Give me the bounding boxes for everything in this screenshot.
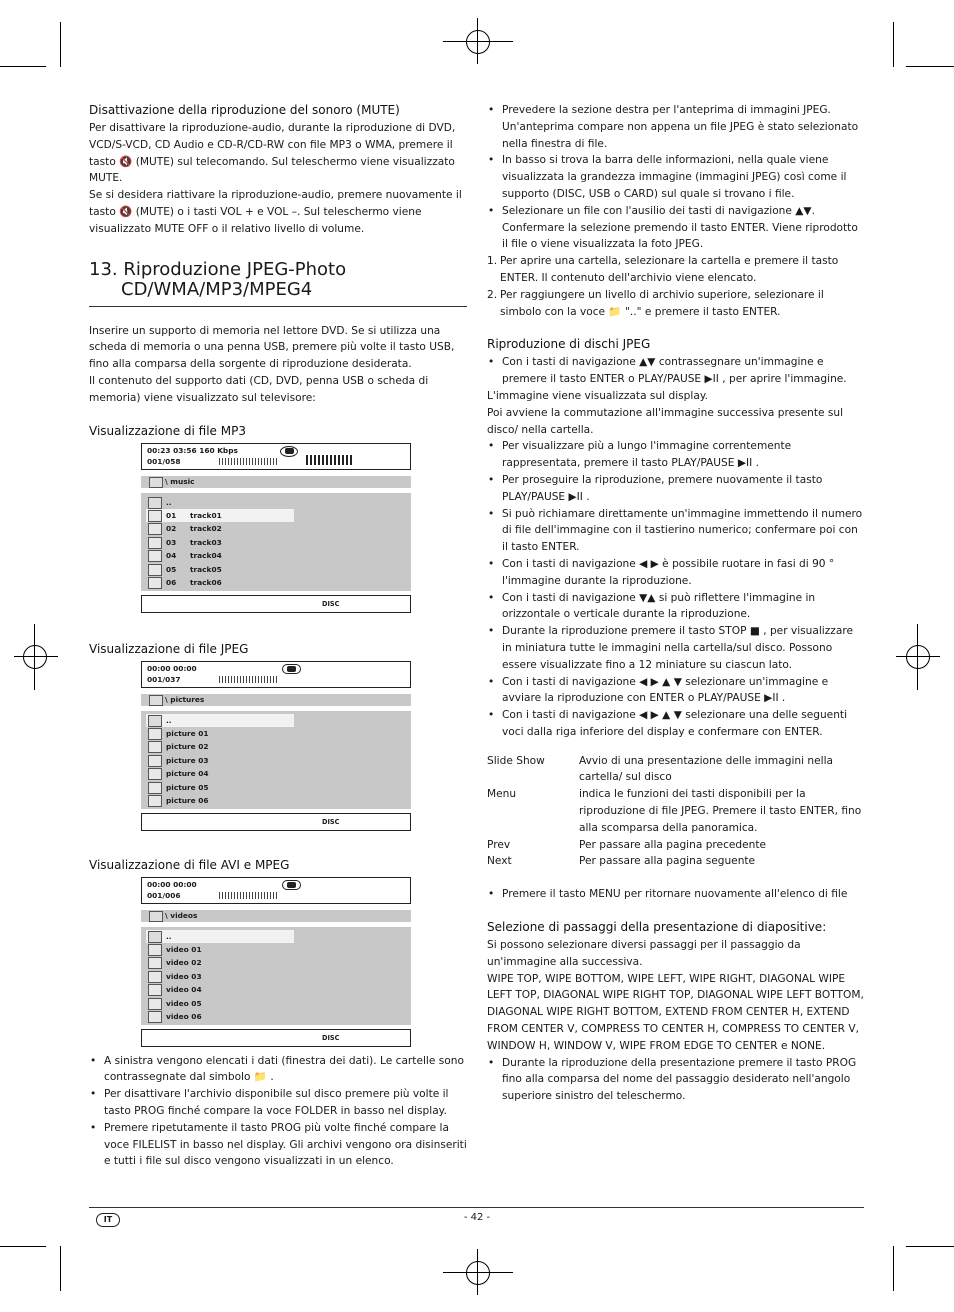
definition-row: Menu indica le funzioni dei tasti disponibili per la riproduzione di file JPEG. Premere il tasto ENTER, fino alla scomparsa della panoramica. bbox=[487, 788, 862, 834]
play-icon bbox=[280, 446, 298, 457]
left-bullet-list bbox=[89, 1053, 467, 1171]
list-item: • Per disattivare l'archivio disponibile sul disco premere più volte il tasto PROG finché compare la voce FOLDER in basso nel display. bbox=[89, 1086, 467, 1120]
mp3-count-line: 001/058 bbox=[147, 456, 181, 466]
list-item[interactable]: picture 03 bbox=[146, 754, 294, 767]
list-item: • Con i tasti di navigazione ▼▲ si può riflettere l'immagine in orizzontale o verticale durante la riproduzione. bbox=[487, 590, 864, 624]
jpeg-time-line: 00:00 00:00 bbox=[147, 663, 197, 673]
registration-mark bbox=[906, 645, 930, 669]
mp3-heading: Visualizzazione di file MP3 bbox=[89, 423, 246, 438]
media-label: DISC bbox=[322, 817, 340, 826]
progress-dots bbox=[219, 892, 279, 899]
slide-paragraph-1: Si possono selezionare diversi passaggi per il passaggio da un'immagine alla successiva. bbox=[487, 939, 801, 968]
crop-mark bbox=[443, 1272, 513, 1273]
crop-mark bbox=[896, 656, 940, 657]
folder-icon bbox=[149, 695, 163, 706]
mp3-file-icon bbox=[148, 523, 162, 535]
list-item: • Con i tasti di navigazione ◀ ▶ è possibile ruotare in fasi di 90 ° l'immagine durante la riproduzione. bbox=[487, 556, 864, 590]
jpeg-paragraph-1: L'immagine viene visualizzata sul display. bbox=[487, 389, 708, 402]
crop-mark bbox=[0, 66, 46, 67]
section-title bbox=[89, 260, 467, 307]
section-title-line-2: CD/WMA/MP3/MPEG4 bbox=[121, 278, 313, 300]
slide-transition-heading: Selezione di passaggi della presentazione di diapositive: bbox=[487, 920, 827, 935]
registration-mark bbox=[23, 645, 47, 669]
list-item[interactable]: 01 track01 bbox=[146, 509, 294, 522]
list-item: • Con i tasti di navigazione ◀ ▶ ▲ ▼ selezionare un'immagine e avviare la riproduzione con ENTER o PLAY/PAUSE ▶II . bbox=[487, 674, 864, 708]
section-title-line-1: 13. Riproduzione JPEG-Photo bbox=[89, 258, 347, 280]
jpeg-info-bar bbox=[141, 813, 411, 831]
mp3-info-bar bbox=[141, 595, 411, 613]
avi-path-bar bbox=[141, 910, 411, 922]
media-label: DISC bbox=[322, 1033, 340, 1042]
mp3-time-line: 00:23 03:56 160 Kbps bbox=[147, 445, 238, 455]
image-file-icon bbox=[148, 768, 162, 780]
slide-paragraph-2: WIPE TOP, WIPE BOTTOM, WIPE LEFT, WIPE RIGHT, DIAGONAL WIPE LEFT TOP, DIAGONAL WIPE RIGHT TOP, DIAGONAL WIPE LEFT BOTTOM, DIAGONAL WIPE RIGHT BOTTOM, EXTEND FROM CENTER H, EXTEND FROM CENTER V, COMPRESS TO CENTER H, COMPRESS TO CENTER V, WINDOW H, WINDOW V, WIPE FROM EDGE TO CENTER e NONE. bbox=[487, 972, 864, 1052]
progress-dots bbox=[219, 458, 279, 465]
mute-paragraph-1: Per disattivare la riproduzione-audio, durante la riproduzione di DVD, VCD/S-VCD, CD Audio e CD-R/CD-RW con file MP3 o WMA, premere il tasto 🔇 (MUTE) sul telecomando. Sul teleschermo viene visualizzato MUTE. bbox=[89, 122, 456, 185]
definition-row: Slide Show Avvio di una presentazione delle immagini nella cartella/ sul disco bbox=[487, 754, 834, 784]
level-meter bbox=[306, 455, 354, 465]
jpeg-path: \ pictures bbox=[165, 694, 205, 704]
mp3-screen bbox=[141, 443, 411, 613]
avi-screen bbox=[141, 877, 411, 1047]
avi-info-bar bbox=[141, 1029, 411, 1047]
crop-mark bbox=[893, 1246, 894, 1291]
list-item[interactable]: video 04 bbox=[146, 983, 294, 996]
image-file-icon bbox=[148, 782, 162, 794]
crop-mark bbox=[893, 22, 894, 67]
folder-icon bbox=[148, 931, 162, 943]
crop-mark bbox=[917, 624, 918, 690]
registration-mark bbox=[466, 1261, 490, 1285]
folder-icon bbox=[149, 477, 163, 488]
avi-file-list bbox=[141, 927, 411, 1025]
list-item[interactable]: 02 track02 bbox=[146, 522, 294, 535]
progress-dots bbox=[219, 676, 279, 683]
mp3-file-list bbox=[141, 493, 411, 591]
mp3-file-icon bbox=[148, 550, 162, 562]
mp3-path: \ music bbox=[165, 476, 195, 486]
list-item: • Per visualizzare più a lungo l'immagine correntemente rappresentata, premere il tasto PLAY/PAUSE ▶II . bbox=[487, 438, 864, 472]
list-item[interactable]: video 03 bbox=[146, 970, 294, 983]
crop-mark bbox=[14, 656, 58, 657]
disc-icon bbox=[282, 664, 301, 674]
video-file-icon bbox=[148, 1011, 162, 1023]
list-item[interactable]: .. bbox=[146, 714, 294, 727]
intro-paragraph-1: Inserire un supporto di memoria nel lettore DVD. Se si utilizza una scheda di memoria o una penna USB, premere più volte il tasto USB, fino alla comparsa della sorgente di riproduzione desiderata. bbox=[89, 324, 455, 371]
image-file-icon bbox=[148, 795, 162, 807]
jpeg-file-list bbox=[141, 711, 411, 809]
mp3-file-icon bbox=[148, 510, 162, 522]
crop-mark bbox=[60, 1246, 61, 1291]
list-item: • Selezionare un file con l'ausilio dei tasti di navigazione ▲▼. Confermare la selezione premendo il tasto ENTER. Viene riprodotto il file o viene visualizzata la foto JPEG. bbox=[487, 203, 864, 253]
list-item: • A sinistra vengono elencati i dati (finestra dei dati). Le cartelle sono contrassegnate dal simbolo 📁 . bbox=[89, 1053, 467, 1087]
disc-icon bbox=[282, 880, 301, 890]
mp3-file-icon bbox=[148, 577, 162, 589]
list-item[interactable]: picture 02 bbox=[146, 740, 294, 753]
image-file-icon bbox=[148, 728, 162, 740]
page-number: - 42 - bbox=[463, 1212, 491, 1223]
crop-mark bbox=[0, 1246, 46, 1247]
list-item: • Premere il tasto MENU per ritornare nuovamente all'elenco di file bbox=[487, 886, 864, 903]
jpeg-heading: Visualizzazione di file JPEG bbox=[89, 641, 249, 656]
list-item: • Per proseguire la riproduzione, premere nuovamente il tasto PLAY/PAUSE ▶II . bbox=[487, 472, 864, 506]
list-item[interactable]: .. bbox=[146, 930, 294, 943]
crop-mark bbox=[60, 22, 61, 67]
function-definitions bbox=[487, 753, 864, 871]
list-item[interactable]: video 02 bbox=[146, 956, 294, 969]
crop-mark bbox=[443, 41, 513, 42]
video-file-icon bbox=[148, 984, 162, 996]
mp3-file-icon bbox=[148, 564, 162, 576]
definition-row: Prev Per passare alla pagina precedente bbox=[487, 838, 767, 851]
list-item: • Durante la riproduzione premere il tasto STOP ■ , per visualizzare in miniatura tutte le immagini nella cartella/sul disco. Possono essere visualizzate fino a 12 miniature su ciascun lato. bbox=[487, 623, 864, 673]
list-item: • In basso si trova la barra delle informazioni, nella quale viene visualizzata la grandezza immagine (immagini JPEG) così come il supporto (DISC, USB o CARD) sul quale si trovano i file. bbox=[487, 152, 864, 202]
video-file-icon bbox=[148, 998, 162, 1010]
mute-heading: Disattivazione della riproduzione del sonoro (MUTE) bbox=[89, 103, 400, 117]
list-item: • Si può richiamare direttamente un'immagine immettendo il numero di file dell'immagine con il tastierino numerico; confermare poi con il tasto ENTER. bbox=[487, 506, 864, 556]
mp3-file-icon bbox=[148, 537, 162, 549]
image-file-icon bbox=[148, 741, 162, 753]
registration-mark bbox=[466, 30, 490, 54]
crop-mark bbox=[906, 66, 954, 67]
crop-mark bbox=[477, 1249, 478, 1295]
crop-mark bbox=[34, 624, 35, 690]
list-item[interactable]: 05 track05 bbox=[146, 563, 294, 576]
definition-row: Next Per passare alla pagina seguente bbox=[487, 855, 756, 868]
list-item[interactable]: 04 track04 bbox=[146, 549, 294, 562]
footer-divider bbox=[89, 1207, 864, 1208]
numbered-item: 2. Per raggiungere un livello di archivio superiore, selezionare il simbolo con la voce 📁 ".." e premere il tasto ENTER. bbox=[487, 288, 824, 318]
video-file-icon bbox=[148, 944, 162, 956]
avi-time-line: 00:00 00:00 bbox=[147, 879, 197, 889]
folder-icon bbox=[148, 715, 162, 727]
list-item[interactable]: picture 06 bbox=[146, 794, 294, 807]
list-item[interactable]: video 01 bbox=[146, 943, 294, 956]
list-item: • Con i tasti di navigazione ▲▼ contrassegnare un'immagine e premere il tasto ENTER o PLAY/PAUSE ▶II , per aprire l'immagine. bbox=[487, 354, 864, 388]
numbered-item: 1. Per aprire una cartella, selezionare la cartella e premere il tasto ENTER. Il contenuto dell'archivio viene elencato. bbox=[487, 255, 839, 284]
jpeg-paragraph-2: Poi avviene la commutazione all'immagine successiva presente sul disco/ nella cartella. bbox=[487, 406, 844, 436]
jpeg-status-bar bbox=[141, 661, 411, 688]
jpeg-playback-heading: Riproduzione di dischi JPEG bbox=[487, 337, 651, 352]
jpeg-path-bar bbox=[141, 694, 411, 706]
list-item[interactable]: 06 track06 bbox=[146, 576, 294, 589]
avi-count-line: 001/006 bbox=[147, 890, 181, 900]
left-column bbox=[89, 102, 467, 1170]
list-item[interactable]: picture 04 bbox=[146, 767, 294, 780]
crop-mark bbox=[477, 18, 478, 64]
list-item[interactable]: .. bbox=[146, 496, 294, 509]
language-badge: IT bbox=[96, 1213, 120, 1227]
list-item: • Prevedere la sezione destra per l'anteprima di immagini JPEG. Un'anteprima compare non appena un file JPEG è stato selezionato nella finestra di file. bbox=[487, 102, 864, 152]
list-item: • Premere ripetutamente il tasto PROG più volte finché compare la voce FILELIST in basso nel display. Gli archivi vengono ora disinseriti e tutti i file sul disco vengono visualizzati in un elenco. bbox=[89, 1120, 467, 1170]
avi-heading: Visualizzazione di file AVI e MPEG bbox=[89, 857, 290, 872]
list-item: • Durante la riproduzione della presentazione premere il tasto PROG fino alla comparsa del nome del passaggio desiderato nell'angolo superiore sinistro del teleschermo. bbox=[487, 1055, 864, 1105]
mute-paragraph-2: Se si desidera riattivare la riproduzione-audio, premere nuovamente il tasto 🔇 (MUTE) o i tasti VOL + e VOL –. Sul teleschermo viene visualizzato MUTE OFF o il relativo livello di volume. bbox=[89, 189, 462, 235]
mp3-status-bar bbox=[141, 443, 411, 470]
list-item[interactable]: 03 track03 bbox=[146, 536, 294, 549]
crop-mark bbox=[906, 1246, 954, 1247]
avi-status-bar bbox=[141, 877, 411, 904]
list-item: • Con i tasti di navigazione ◀ ▶ ▲ ▼ selezionare una delle seguenti voci dalla riga inferiore del display e confermare con ENTER. bbox=[487, 707, 864, 741]
mp3-path-bar bbox=[141, 476, 411, 488]
jpeg-screen bbox=[141, 661, 411, 831]
list-item[interactable]: picture 01 bbox=[146, 727, 294, 740]
jpeg-count-line: 001/037 bbox=[147, 674, 181, 684]
list-item[interactable]: video 05 bbox=[146, 997, 294, 1010]
video-file-icon bbox=[148, 957, 162, 969]
intro-paragraph-2: Il contenuto del supporto dati (CD, DVD, penna USB o scheda di memoria) viene visualizzato sul televisore: bbox=[89, 374, 429, 404]
folder-icon bbox=[148, 497, 162, 509]
avi-path: \ videos bbox=[165, 910, 198, 920]
image-file-icon bbox=[148, 755, 162, 767]
folder-icon bbox=[149, 911, 163, 922]
right-column bbox=[487, 102, 864, 1105]
media-label: DISC bbox=[322, 599, 340, 608]
list-item[interactable]: video 06 bbox=[146, 1010, 294, 1023]
list-item[interactable]: picture 05 bbox=[146, 781, 294, 794]
video-file-icon bbox=[148, 971, 162, 983]
